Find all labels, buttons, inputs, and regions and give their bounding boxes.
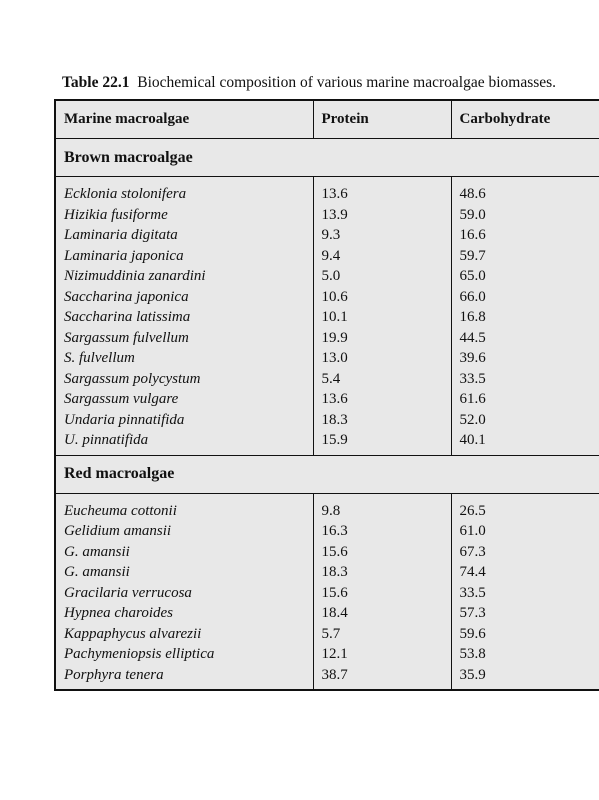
carbohydrate-value: 59.0 [459, 206, 486, 223]
carbohydrate-value: 57.3 [459, 605, 486, 621]
carbohydrate-value: 16.6 [459, 227, 486, 243]
protein-cell [313, 177, 451, 456]
header-macroalgae: Marine macroalgae [55, 100, 313, 139]
table-caption [62, 74, 556, 92]
carbohydrate-value: 61.0 [459, 523, 486, 539]
species-name: Eucheuma cottonii [64, 502, 177, 519]
table-caption-label: Table 22.1 [62, 74, 130, 91]
species-name: Laminaria japonica [64, 247, 184, 264]
composition-table-container [54, 99, 599, 691]
group-title: Brown macroalgae [55, 139, 599, 177]
composition-table [54, 99, 599, 691]
header-protein: Protein [313, 100, 451, 139]
protein-value: 13.6 [321, 391, 348, 407]
protein-value: 18.3 [321, 411, 348, 428]
protein-value: 15.6 [321, 543, 348, 560]
carbohydrate-value: 74.4 [459, 564, 486, 580]
carbohydrate-value: 44.5 [459, 329, 486, 346]
protein-value: 13.0 [321, 350, 348, 366]
species-name: Nizimuddinia zanardini [64, 268, 206, 284]
protein-value: 18.3 [321, 564, 348, 580]
protein-value: 9.8 [321, 502, 341, 519]
carbohydrate-cell [451, 177, 599, 456]
group-header-row [55, 139, 599, 177]
species-name: G. amansii [64, 543, 130, 560]
group-body-row [55, 177, 599, 456]
species-name: Sargassum vulgare [64, 391, 179, 407]
carbohydrate-value: 26.5 [459, 502, 486, 519]
protein-value: 38.7 [321, 666, 348, 683]
protein-value: 13.6 [321, 186, 348, 202]
group-body-row [55, 493, 599, 690]
species-name: Kappaphycus alvarezii [64, 625, 202, 642]
species-name: Hypnea charoides [64, 605, 173, 621]
carbohydrate-value: 67.3 [459, 543, 486, 560]
species-cell [55, 493, 313, 690]
carbohydrate-value: 53.8 [459, 646, 486, 662]
species-name: Laminaria digitata [64, 227, 178, 243]
protein-cell [313, 493, 451, 690]
species-name: Pachymeniopsis elliptica [64, 646, 215, 662]
carbohydrate-value: 35.9 [459, 666, 486, 683]
protein-value: 5.0 [321, 268, 341, 284]
carbohydrate-value: 39.6 [459, 350, 486, 366]
carbohydrate-value: 52.0 [459, 411, 486, 428]
carbohydrate-value: 33.5 [459, 584, 486, 601]
species-name: Gelidium amansii [64, 523, 172, 539]
carbohydrate-cell [451, 493, 599, 690]
species-name: Undaria pinnatifida [64, 411, 185, 428]
species-name: Hizikia fusiforme [64, 206, 168, 223]
species-name: Sargassum fulvellum [64, 329, 189, 346]
carbohydrate-value: 16.8 [459, 309, 486, 325]
protein-value: 12.1 [321, 646, 348, 662]
carbohydrate-value: 59.6 [459, 625, 486, 642]
carbohydrate-value: 66.0 [459, 288, 486, 305]
group-title: Red macroalgae [55, 455, 599, 493]
carbohydrate-value: 61.6 [459, 391, 486, 407]
species-name: Saccharina japonica [64, 288, 189, 305]
protein-value: 15.9 [321, 432, 348, 448]
species-name: Gracilaria verrucosa [64, 584, 192, 601]
species-name: G. amansii [64, 564, 130, 580]
species-name: Saccharina latissima [64, 309, 191, 325]
group-header-row [55, 455, 599, 493]
carbohydrate-value: 48.6 [459, 186, 486, 202]
carbohydrate-value: 33.5 [459, 370, 486, 387]
species-cell [55, 177, 313, 456]
species-name: Porphyra tenera [64, 666, 164, 683]
carbohydrate-value: 59.7 [459, 247, 486, 264]
protein-value: 5.4 [321, 370, 341, 387]
protein-value: 9.3 [321, 227, 341, 243]
protein-value: 10.6 [321, 288, 348, 305]
protein-value: 15.6 [321, 584, 348, 601]
carbohydrate-value: 40.1 [459, 432, 486, 448]
protein-value: 9.4 [321, 247, 341, 264]
header-carbohydrate: Carbohydrate [451, 100, 599, 139]
protein-value: 5.7 [321, 625, 341, 642]
species-name: Sargassum polycystum [64, 370, 201, 387]
carbohydrate-value: 65.0 [459, 268, 486, 284]
table-body [55, 139, 599, 691]
protein-value: 19.9 [321, 329, 348, 346]
species-name: S. fulvellum [64, 350, 135, 366]
species-name: Ecklonia stolonifera [64, 186, 187, 202]
species-name: U. pinnatifida [64, 432, 149, 448]
protein-value: 13.9 [321, 206, 348, 223]
table-caption-text: Biochemical composition of various marine macroalgae biomasses. [137, 74, 557, 91]
table-header-row [55, 100, 599, 139]
protein-value: 16.3 [321, 523, 348, 539]
protein-value: 18.4 [321, 605, 348, 621]
protein-value: 10.1 [321, 309, 348, 325]
